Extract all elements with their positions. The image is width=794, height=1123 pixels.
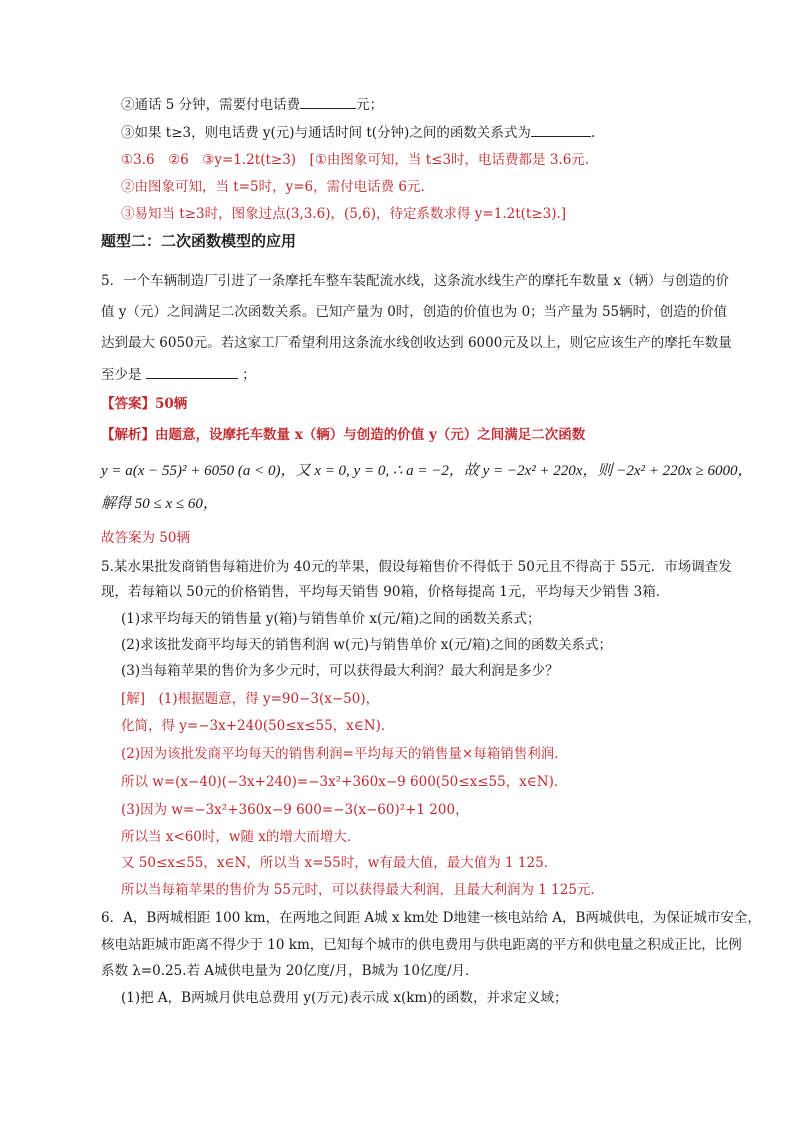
solution-line-3: (2)因为该批发商平均每天的销售利润=平均每天的销售量×每箱销售利润． <box>121 746 568 762</box>
subquestion-2 <box>121 94 383 115</box>
problem-5-end: ； <box>242 367 256 383</box>
answer-label: 【答案】50辆 <box>101 396 188 412</box>
equation-line-2: 解得 50 ≤ x ≤ 60， <box>101 496 218 512</box>
solution-line-1: [解] (1)根据题意，得 y=90−3(x−50)， <box>121 691 380 707</box>
answer-line-3: ③易知当 t≥3时，图象过点(3,3.6)，(5,6)，待定系数求得 y=1.2t(t≥3).] <box>121 206 567 222</box>
subquestion-2-text: ②通话 5 分钟，需要付电话费 <box>121 97 301 113</box>
answer-line-2: ②由图象可知，当 t=5时，y=6，需付电话费 6元. <box>121 179 425 195</box>
answer-line-1: ①3.6 ②6 ③y=1.2t(t≥3) [①由图象可知，当 t≤3时，电话费都是 3.6元. <box>121 152 590 168</box>
answer-blank[interactable] <box>146 364 238 379</box>
problem-apple-part-1: (1)求平均每天的销售量 y(箱)与销售单价 x(元/箱)之间的函数关系式； <box>121 611 541 627</box>
problem-apple-part-2: (2)求该批发商平均每天的销售利润 w(元)与销售单价 x(元/箱)之间的函数关系式； <box>121 637 612 653</box>
problem-6-line-3: 系数 λ=0.25.若 A城供电量为 20亿度/月，B城为 10亿度/月． <box>101 963 479 979</box>
solution-line-6: 所以当 x<60时，w随 x的增大而增大． <box>121 829 361 845</box>
solution-line-4: 所以 w=(x−40)(−3x+240)=−3x²+360x−9 600(50≤x≤55，x∈N)． <box>121 774 568 790</box>
subquestion-3 <box>121 122 595 143</box>
problem-5-line-2: 值 y（元）之间满足二次函数关系。已知产量为 0时，创造的价值也为 0；当产量为 55辆时，创造的价值 <box>101 304 728 320</box>
equation-line-1: y = a(x − 55)² + 6050 (a < 0)，又 x = 0, y = 0, ∴ a = −2，故 y = −2x² + 220x，则 −2x² + 220x ≥ 6000， <box>101 463 753 479</box>
analysis-line <box>101 425 585 445</box>
subquestion-3-end: . <box>590 125 596 141</box>
solution-line-8: 所以当每箱苹果的售价为 55元时，可以获得最大利润，且最大利润为 1 125元． <box>121 882 604 898</box>
answer-blank[interactable] <box>300 94 356 109</box>
solution-line-5: (3)因为 w=−3x²+360x−9 600=−3(x−60)²+1 200， <box>121 802 469 818</box>
problem-5-line-3: 达到最大 6050元。若这家工厂希望利用这条流水线创收达到 6000元及以上，则它应该生产的摩托车数量 <box>101 335 732 351</box>
problem-6-part-1: (1)把 A，B两城月供电总费用 y(万元)表示成 x(km)的函数，并求定义域； <box>121 990 568 1006</box>
problem-apple-line-2: 现，若每箱以 50元的价格销售，平均每天销售 90箱，价格每提高 1元，平均每天少销售 3箱． <box>101 584 670 600</box>
problem-apple-line-1: 5.某水果批发商销售每箱进价为 40元的苹果，假设每箱售价不得低于 50元且不得高于 55元．市场调查发 <box>101 559 732 575</box>
problem-apple-part-3: (3)当每箱苹果的售价为多少元时，可以获得最大利润？最大利润是多少？ <box>121 663 559 679</box>
subquestion-2-unit: 元； <box>356 97 384 113</box>
problem-5-prompt: 至少是 <box>101 367 142 383</box>
problem-6-line-1: 6．A，B两城相距 100 km，在两地之间距 A城 x km处 D地建一核电站给 A，B两城供电，为保证城市安全， <box>101 910 761 926</box>
answer-blank[interactable] <box>531 122 591 137</box>
analysis-text: 【解析】由题意，设摩托车数量 x（辆）与创造的价值 y（元）之间满足二次函数 <box>101 427 586 443</box>
solution-line-7: 又 50≤x≤55，x∈N，所以当 x=55时，w有最大值，最大值为 1 125． <box>121 855 558 871</box>
problem-5-line-1: 5．一个车辆制造厂引进了一条摩托车整车装配流水线，这条流水线生产的摩托车数量 x（辆）与创造的价 <box>101 273 729 289</box>
problem-5-line-4 <box>101 364 256 385</box>
solution-line-2: 化简，得 y=−3x+240(50≤x≤55，x∈N)． <box>121 718 395 734</box>
subquestion-3-text: ③如果 t≥3，则电话费 y(元)与通话时间 t(分钟)之间的函数关系式为 <box>121 125 531 141</box>
section-heading: 题型二：二次函数模型的应用 <box>101 232 297 250</box>
problem-6-line-2: 核电站距城市距离不得少于 10 km，已知每个城市的供电费用与供电距离的平方和供电量之积成正比，比例 <box>101 937 742 953</box>
final-answer: 故答案为 50辆 <box>101 530 190 546</box>
